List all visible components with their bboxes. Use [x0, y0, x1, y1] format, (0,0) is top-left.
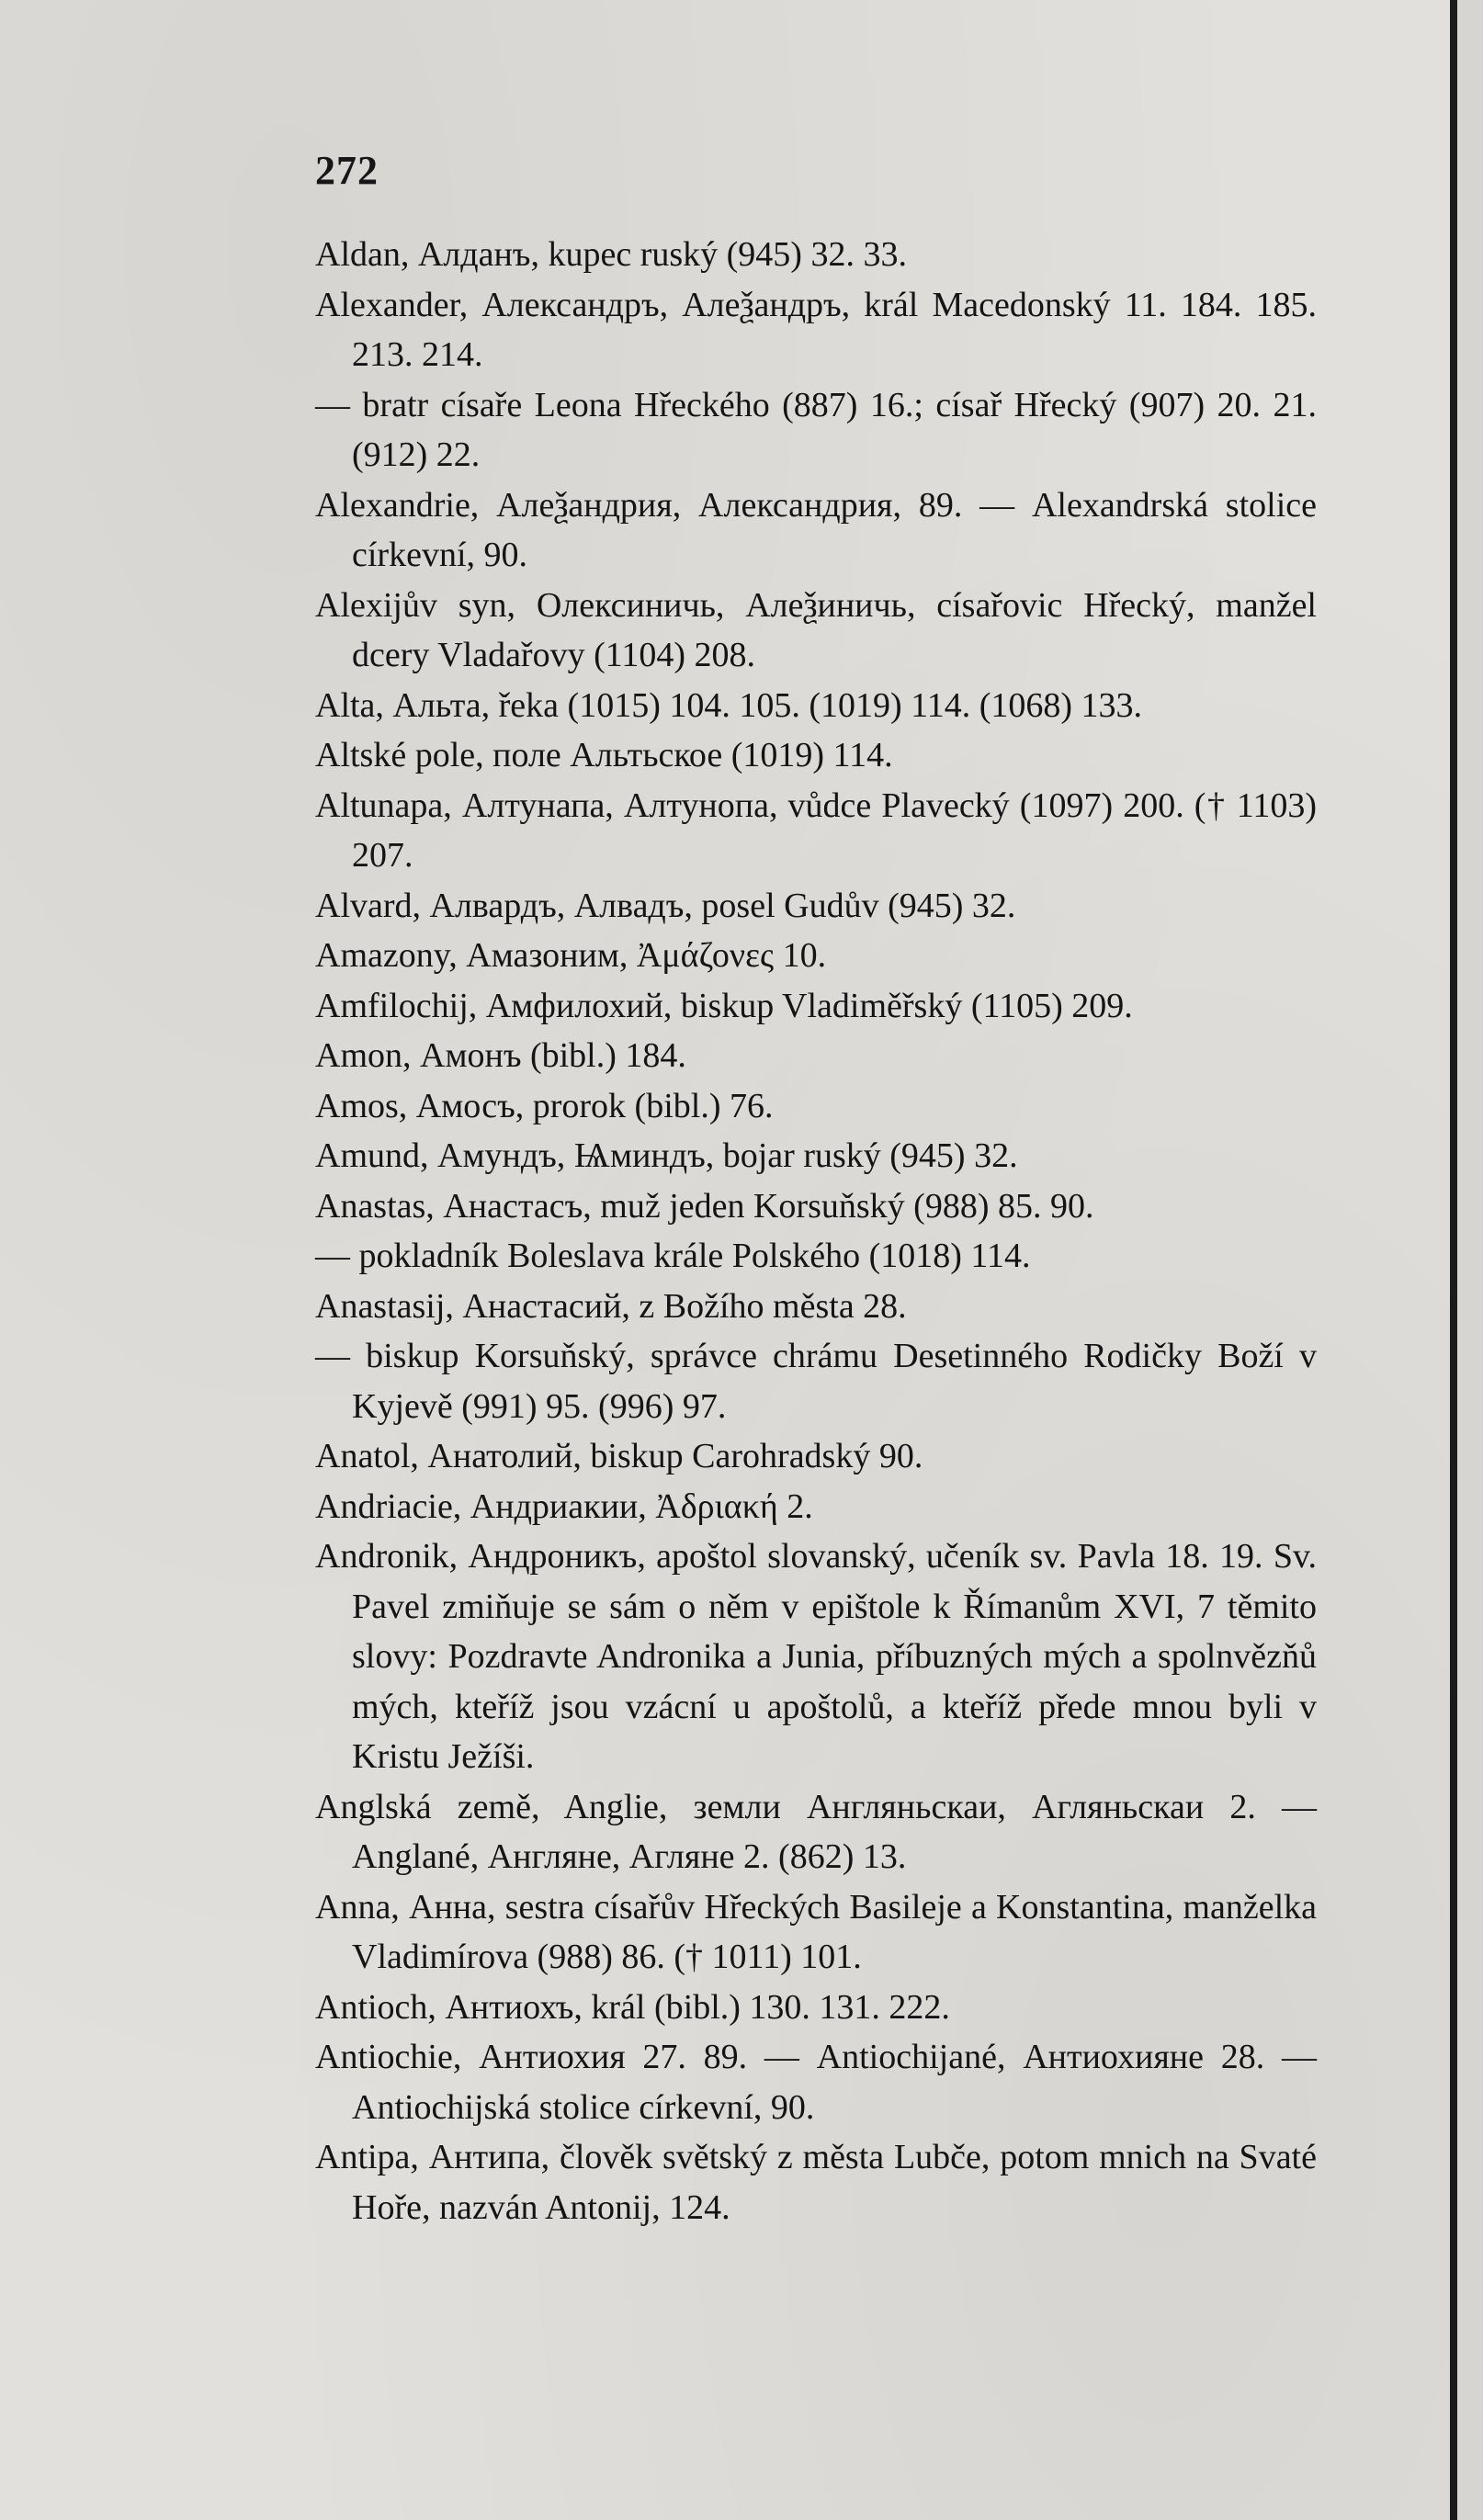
index-entry: — bratr císaře Leona Hřeckého (887) 16.; císař Hřecký (907) 20. 21. (912) 22. — [315, 385, 1317, 474]
index-entry: Aldan, Алданъ, kupec ruský (945) 32. 33. — [315, 235, 907, 274]
index-entry: Amon, Амонъ (bibl.) 184. — [315, 1036, 686, 1075]
index-entry: Antiochie, Антиохия 27. 89. — Antiochijané, Антиохияне 28. — Antiochijská stolice církevní, 90. — [315, 2038, 1317, 2127]
index-entry: Amund, Амундъ, Ѩминдъ, bojar ruský (945) 32. — [315, 1136, 1018, 1175]
page-number: 272 — [315, 148, 379, 193]
index-entry: Alexijův syn, Олексиничь, Алеѯиничь, císařovic Hřecký, manžel dcery Vladařovy (1104) 208. — [315, 585, 1317, 674]
index-entry: Amos, Амосъ, prorok (bibl.) 76. — [315, 1086, 774, 1125]
index-entry: — biskup Korsuňský, správce chrámu Desetinného Rodičky Boží v Kyjevě (991) 95. (996) 97. — [315, 1337, 1317, 1426]
index-entry: Antipa, Антипа, člověk světský z města Lubče, potom mnich na Svaté Hoře, nazván Antonij, 124. — [315, 2138, 1317, 2227]
index-entry: Anatol, Анатолий, biskup Carohradský 90. — [315, 1437, 923, 1475]
index-entry: Amfilochij, Амфилохий, biskup Vladiměřský (1105) 209. — [315, 986, 1133, 1025]
index-entry: — pokladník Boleslava krále Polského (1018) 114. — [315, 1237, 1031, 1275]
index-entry: Anastasij, Анастасий, z Božího města 28. — [315, 1286, 907, 1326]
index-entry: Alexander, Александръ, Алеѯандръ, král Macedonský 11. 184. 185. 213. 214. — [315, 285, 1317, 374]
index-entry: Amazony, Амазоним, Ἀμάζονες 10. — [315, 936, 827, 975]
index-entry: Andronik, Андроникъ, apoštol slovanský, učeník sv. Pavla 18. 19. Sv. Pavel zmiňuje se sám o něm v epištole k Římanům XVI, 7 těmito slovy: Pozdravte Andronika a Junia, příbuzných mých a spolnvězňů mých, kteříž jsou vzácní u apoštolů, a kteříž přede mnou byli v Kristu Ježíši. — [315, 1537, 1317, 1776]
index-entry: Alvard, Алвардъ, Алвадъ, posel Gudův (945) 32. — [315, 886, 1016, 925]
index-entry: Alexandrie, Алеѯандрия, Александрия, 89. — Alexandrská stolice církevní, 90. — [315, 485, 1317, 574]
index-entry: Anglská země, Anglie, земли Англяньскаи, Агляньскаи 2. — Anglané, Англяне, Агляне 2. (862) 13. — [315, 1787, 1317, 1876]
index-entry-list — [315, 230, 1317, 2232]
index-entry: Andriacie, Андриакии, Ἀδριακή 2. — [315, 1486, 813, 1526]
index-entry: Anastas, Анастасъ, muž jeden Korsuňský (988) 85. 90. — [315, 1186, 1094, 1226]
index-entry: Alta, Альта, řeka (1015) 104. 105. (1019) 114. (1068) 133. — [315, 685, 1143, 725]
index-entry: Anna, Анна, sestra císařův Hřeckých Basileje a Konstantina, manželka Vladimírova (988) 86. († 1011) 101. — [315, 1887, 1317, 1976]
page-edge — [1450, 0, 1483, 2520]
index-entry: Altunapa, Алтунапа, Алтунопа, vůdce Plavecký (1097) 200. († 1103) 207. — [315, 785, 1317, 875]
index-entry: Antioch, Антиохъ, král (bibl.) 130. 131. 222. — [315, 1987, 950, 2027]
index-entry: Altské pole, поле Альтьское (1019) 114. — [315, 736, 893, 774]
